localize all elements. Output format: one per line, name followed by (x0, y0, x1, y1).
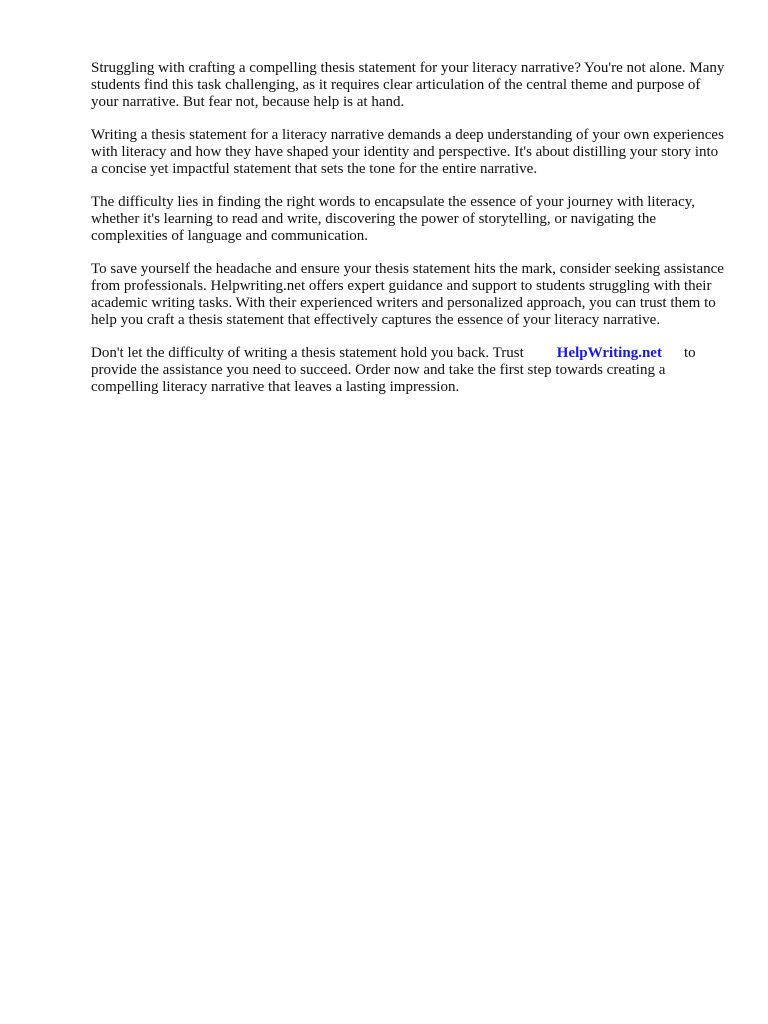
paragraph-intro: Struggling with crafting a compelling thesis statement for your literacy narrative? You're not alone. Many students find this task challenging, as it requires clear articulation of the central theme and purpose of your narrative. But fear not, because help is at hand. (91, 60, 725, 110)
paragraph-understanding: Writing a thesis statement for a literacy narrative demands a deep understanding of your own experiences with literacy and how they have shaped your identity and perspective. It's about distilling your story into a concise yet impactful statement that sets the tone for the entire narrative. (91, 127, 724, 177)
paragraph-call-to-action (91, 345, 727, 396)
cta-text-before-link: Don't let the difficulty of writing a thesis statement hold you back. Trust (91, 345, 524, 361)
helpwriting-link[interactable]: HelpWriting.net (556, 345, 662, 361)
paragraph-assistance: To save yourself the headache and ensure your thesis statement hits the mark, consider seeking assistance from professionals. Helpwriting.net offers expert guidance and support to students struggling with their academic writing tasks. With their experienced writers and personalized approach, you can trust them to help you craft a thesis statement that effectively captures the essence of your literacy narrative. (91, 261, 724, 328)
paragraph-difficulty: The difficulty lies in finding the right words to encapsulate the essence of your journey with literacy, whether it's learning to read and write, discovering the power of storytelling, or navigating the complexities of language and communication. (91, 194, 695, 244)
document-body (91, 60, 727, 412)
cta-text-after-link: to provide the assistance you need to succeed. Order now and take the first step towards creating a compelling literacy narrative that leaves a lasting impression. (91, 345, 696, 395)
